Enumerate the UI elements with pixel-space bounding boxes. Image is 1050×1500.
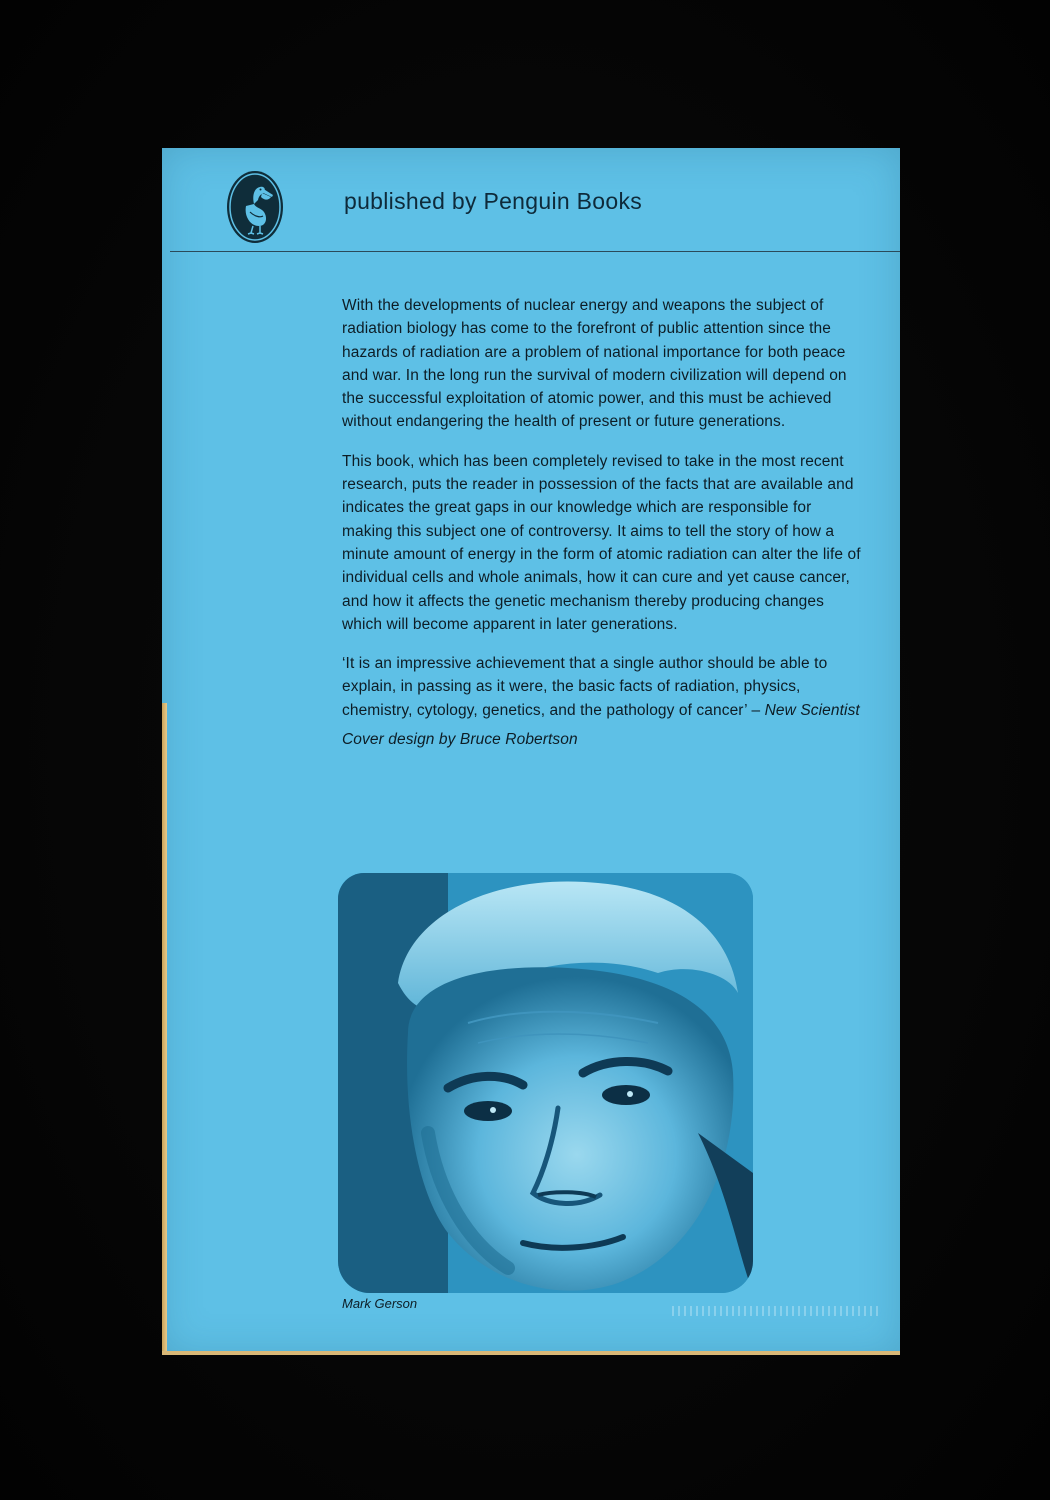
photo-credit: Mark Gerson	[342, 1296, 418, 1311]
publisher-name: published by Penguin Books	[344, 188, 643, 214]
spine-edge	[162, 703, 167, 1355]
review-quote	[342, 652, 862, 722]
wear-speckle	[672, 1306, 882, 1316]
header-divider	[170, 251, 900, 252]
review-quote-text: ‘It is an impressive achievement that a single author should be able to explain, in passing as it were, the basic facts of radiation, physics, chemistry, cytology, genetics, and the pathology of cancer’	[342, 655, 828, 719]
book-back-cover	[162, 148, 900, 1355]
review-source: New Scientist	[764, 701, 860, 719]
bottom-page-edge	[162, 1351, 900, 1355]
blurb-text	[342, 294, 862, 767]
quote-dash: –	[747, 701, 765, 719]
cover-design-credit: Cover design by Bruce Robertson	[342, 731, 578, 749]
pelican-logo-icon	[226, 170, 284, 244]
author-portrait-icon	[338, 873, 753, 1293]
publisher-header	[162, 148, 900, 252]
author-photo	[338, 873, 753, 1293]
blurb-paragraph: This book, which has been completely revised to take in the most recent research, puts the reader in possession of the facts that are available and indicates the great gaps in our knowledge which are responsible for making this subject one of controversy. It aims to tell the story of how a minute amount of energy in the form of atomic radiation can alter the life of individual cells and whole animals, how it can cure and yet cause cancer, and how it affects the genetic mechanism thereby producing changes which will become apparent in later generations.	[342, 452, 861, 633]
blurb-paragraph: With the developments of nuclear energy and weapons the subject of radiation biology has come to the forefront of public attention since the hazards of radiation are a problem of national importance for both peace and war. In the long run the survival of modern civilization will depend on the successful exploitation of atomic power, and this must be achieved without endangering the health of present or future generations.	[342, 297, 847, 431]
